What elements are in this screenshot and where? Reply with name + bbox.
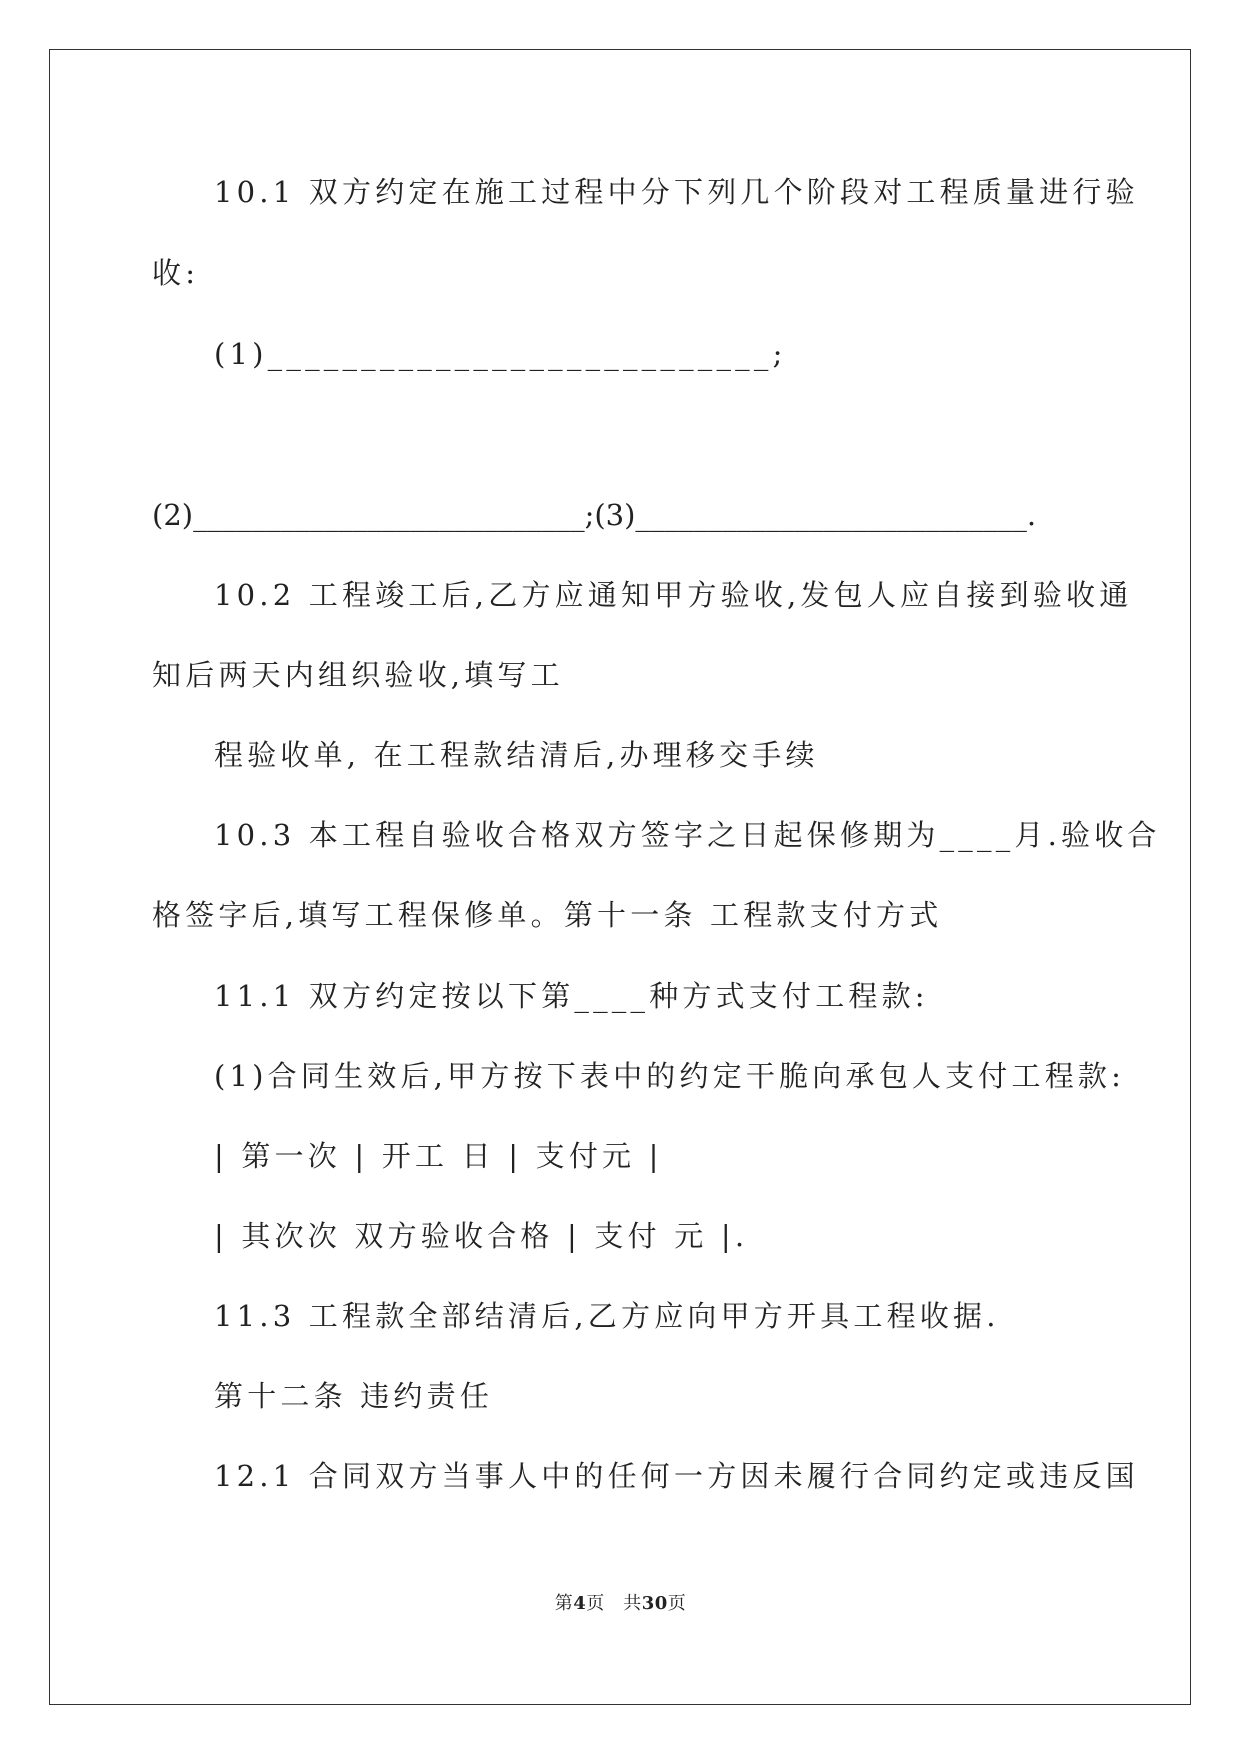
- clause-10-1-line-1: 10.1 双方约定在施工过程中分下列几个阶段对工程质量进行验: [214, 175, 1139, 209]
- footer-prefix: 第: [554, 1593, 574, 1614]
- article-12-heading: 第十二条 违约责任: [214, 1379, 494, 1413]
- clause-11-3: 11.3 工程款全部结清后,乙方应向甲方开具工程收据.: [214, 1299, 1000, 1333]
- footer-suffix: 页: [667, 1593, 687, 1614]
- payment-table-row-1: | 第一次 | 开工 日 | 支付元 |: [214, 1139, 663, 1173]
- stage-1-blank: (1)___________________________;: [214, 337, 787, 371]
- clause-10-2-line-2: 知后两天内组织验收,填写工: [152, 658, 564, 692]
- page-footer: [0, 1592, 1241, 1616]
- clause-10-2-line-3: 程验收单, 在工程款结清后,办理移交手续: [214, 738, 819, 772]
- footer-total-pages: 30: [641, 1593, 668, 1614]
- payment-table-row-2: | 其次次 双方验收合格 | 支付 元 |.: [214, 1219, 749, 1253]
- clause-10-3-line-1: 10.3 本工程自验收合格双方签字之日起保修期为____月.验收合: [214, 818, 1161, 852]
- footer-page-number: 4: [573, 1593, 587, 1614]
- footer-mid: 页 共: [586, 1593, 642, 1614]
- clause-12-1-line-1: 12.1 合同双方当事人中的任何一方因未履行合同约定或违反国: [214, 1459, 1139, 1493]
- clause-10-3-line-2: 格签字后,填写工程保修单。第十一条 工程款支付方式: [152, 898, 943, 932]
- payment-method-1: (1)合同生效后,甲方按下表中的约定干脆向承包人支付工程款:: [214, 1059, 1126, 1093]
- clause-10-2-line-1: 10.2 工程竣工后,乙方应通知甲方验收,发包人应自接到验收通: [214, 578, 1133, 612]
- clause-10-1-line-2: 收:: [152, 256, 200, 290]
- clause-11-1: 11.1 双方约定按以下第____种方式支付工程款:: [214, 979, 929, 1013]
- stage-2-3-blanks: (2)___________________________;(3)___________________________.: [152, 498, 1037, 532]
